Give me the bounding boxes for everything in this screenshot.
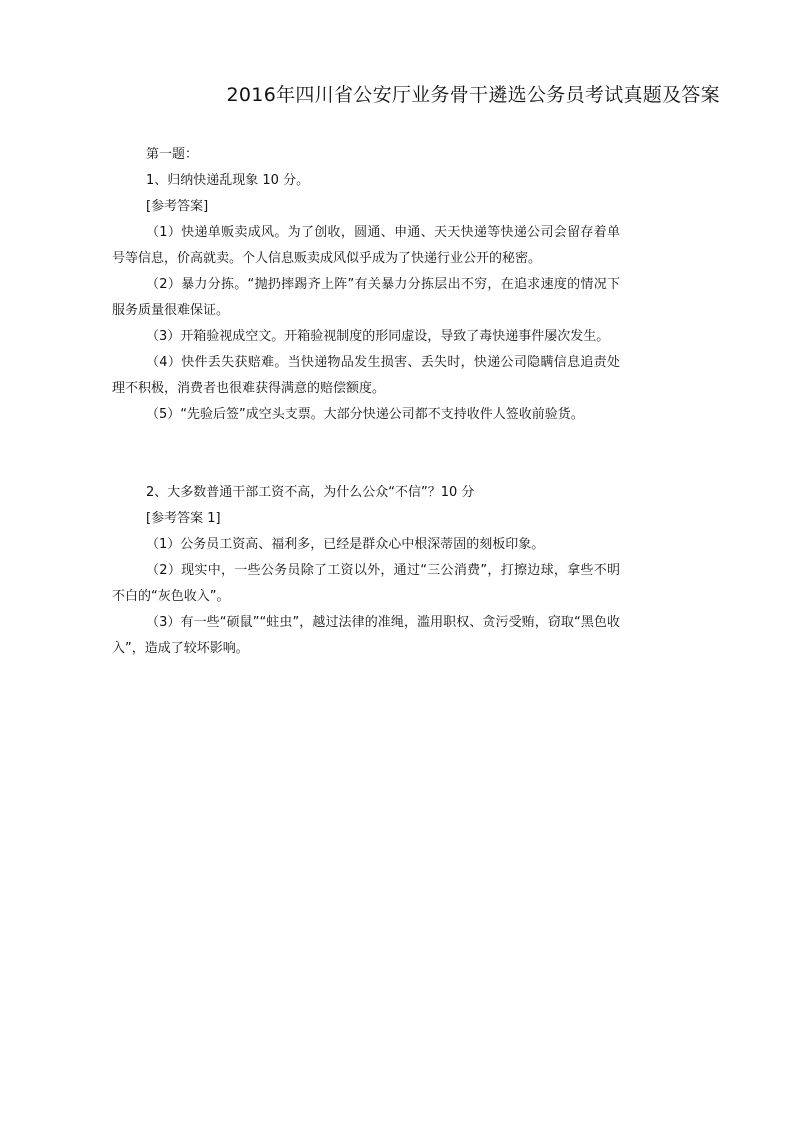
q2-question: 2、大多数普通干部工资不高，为什么公众“不信”？10 分 bbox=[146, 485, 475, 500]
q1-point-4: （4）快件丢失获赔难。当快递物品发生损害、丢失时，快递公司隐瞒信息追责处理不积极，消费者也很难获得满意的赔偿额度。 bbox=[112, 355, 620, 396]
q1-point-5: （5）“先验后签”成空头支票。大部分快递公司都不支持收件人签收前验货。 bbox=[146, 407, 584, 422]
q2-answer-label: [参考答案 1] bbox=[146, 511, 221, 526]
q1-point-3: （3）开箱验视成空文。开箱验视制度的形同虚设，导致了毒快递事件屡次发生。 bbox=[146, 329, 610, 344]
q1-question: 1、归纳快递乱现象 10 分。 bbox=[146, 173, 310, 188]
q2-point-1: （1）公务员工资高、福利多，已经是群众心中根深蒂固的刻板印象。 bbox=[146, 537, 545, 552]
document-title: 2016年四川省公安厅业务骨干遴选公务员考试真题及答案 bbox=[226, 84, 720, 106]
document-body bbox=[112, 142, 620, 662]
q2-point-3: （3）有一些“硕鼠”“蛀虫”，越过法律的准绳，滥用职权、贪污受贿，窃取“黑色收入”，造成了较坏影响。 bbox=[112, 615, 620, 656]
q2-point-2: （2）现实中，一些公务员除了工资以外，通过“三公消费”，打擦边球，拿些不明不白的“灰色收入”。 bbox=[112, 563, 620, 604]
q1-point-1: （1）快递单贩卖成风。为了创收，圆通、申通、天天快递等快递公司会留存着单号等信息，价高就卖。个人信息贩卖成风似乎成为了快递行业公开的秘密。 bbox=[112, 225, 620, 266]
q1-point-2: （2）暴力分拣。“抛扔摔踢齐上阵”有关暴力分拣层出不穷，在追求速度的情况下服务质量很难保证。 bbox=[112, 277, 620, 318]
q1-heading: 第一题： bbox=[146, 147, 199, 162]
q1-answer-label: [参考答案] bbox=[146, 199, 209, 214]
section-gap bbox=[112, 428, 620, 480]
